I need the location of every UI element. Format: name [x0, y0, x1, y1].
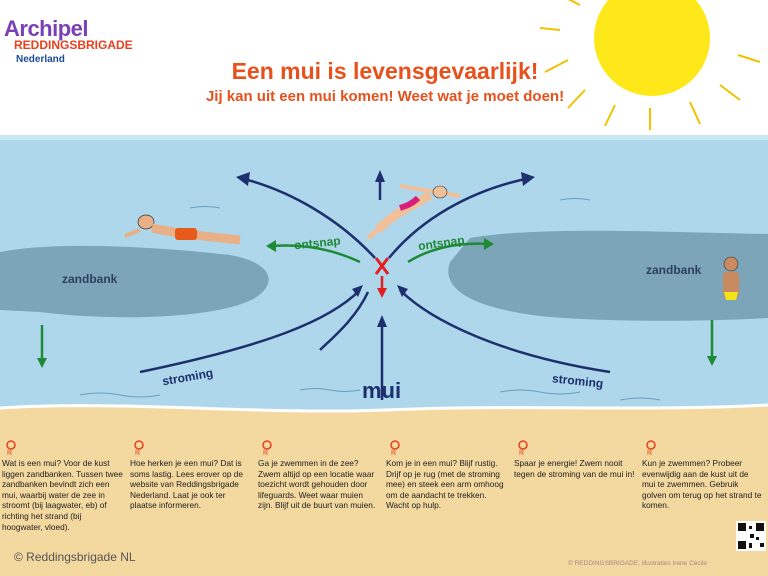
logo — [4, 16, 154, 72]
stroming-left-label: stroming — [161, 365, 215, 389]
copyright: © Reddingsbrigade NL — [14, 550, 136, 564]
zandbank-right-label: zandbank — [646, 263, 702, 277]
tip-4 — [386, 440, 508, 511]
logo-reddingsbrigade: REDDINGSBRIGADE — [14, 38, 133, 52]
tip-5 — [514, 440, 636, 479]
tip-3 — [258, 440, 380, 511]
sandbank-left — [0, 246, 269, 317]
zandbank-left-label: zandbank — [62, 272, 118, 286]
tip-text: Ga je zwemmen in de zee? Zwem altijd op een locatie waar toezicht wordt gehouden door lifeguards. Weet waar muien zijn. Blijf uit de buurt van muien. — [258, 458, 376, 511]
tip-text: Hoe herken je een mui? Dat is soms lastig. Lees erover op de website van Reddingsbrigade Nederland. Laat je ook ter plaatse informeren. — [130, 458, 243, 511]
credits: © REDDINGSBRIGADE; illustraties Irene Cécile — [568, 560, 708, 567]
svg-text:R: R — [7, 450, 13, 456]
standing-person — [723, 257, 739, 300]
svg-text:R: R — [519, 450, 525, 456]
qr-code-icon — [736, 521, 766, 561]
reddingsbrigade-icon — [132, 440, 146, 456]
tip-text: Spaar je energie! Zwem nooit tegen de stroming van de mui in! — [514, 458, 635, 479]
page-subtitle: Jij kan uit een mui komen! Weet wat je moet doen! — [205, 88, 565, 105]
logo-nederland: Nederland — [16, 54, 65, 65]
reddingsbrigade-icon — [644, 440, 658, 456]
page-title: Een mui is levensgevaarlijk! — [231, 58, 539, 84]
tip-text: Kom je in een mui? Blijf rustig. Drijf op je rug (met de stroming mee) en steek een arm omhoog om de aandacht te trekken. Wacht op hulp. — [386, 458, 504, 511]
tip-text: Kun je zwemmen? Probeer evenwijdig aan de kust uit de mui te zwemmen. Gebruik golven om terug op het strand te komen. — [642, 458, 762, 511]
logo-archipel: Archipel — [4, 16, 89, 41]
tip-text: Wat is een mui? Voor de kust liggen zandbanken. Tussen twee zandbanken bevindt zich een mui, waarbij water de zee in stroomt (bij laagwater, eb) of richting het strand (bij hoogwater, vloed). — [2, 458, 123, 532]
reddingsbrigade-icon — [260, 440, 274, 456]
svg-text:R: R — [647, 450, 653, 456]
svg-text:R: R — [135, 450, 141, 456]
ontsnap-left-label: ontsnap — [293, 233, 342, 253]
tip-6 — [642, 440, 764, 511]
tip-1 — [2, 440, 124, 532]
ontsnap-right-label: ontsnap — [417, 232, 466, 254]
sandbank-right — [448, 231, 768, 321]
svg-text:R: R — [263, 450, 269, 456]
stroming-right-label: stroming — [551, 371, 604, 391]
svg-text:R: R — [391, 450, 397, 456]
reddingsbrigade-icon — [388, 440, 402, 456]
tip-2 — [130, 440, 252, 511]
reddingsbrigade-icon — [516, 440, 530, 456]
reddingsbrigade-icon — [4, 440, 18, 456]
mui-label: mui — [362, 378, 402, 403]
tips-row — [0, 440, 768, 550]
